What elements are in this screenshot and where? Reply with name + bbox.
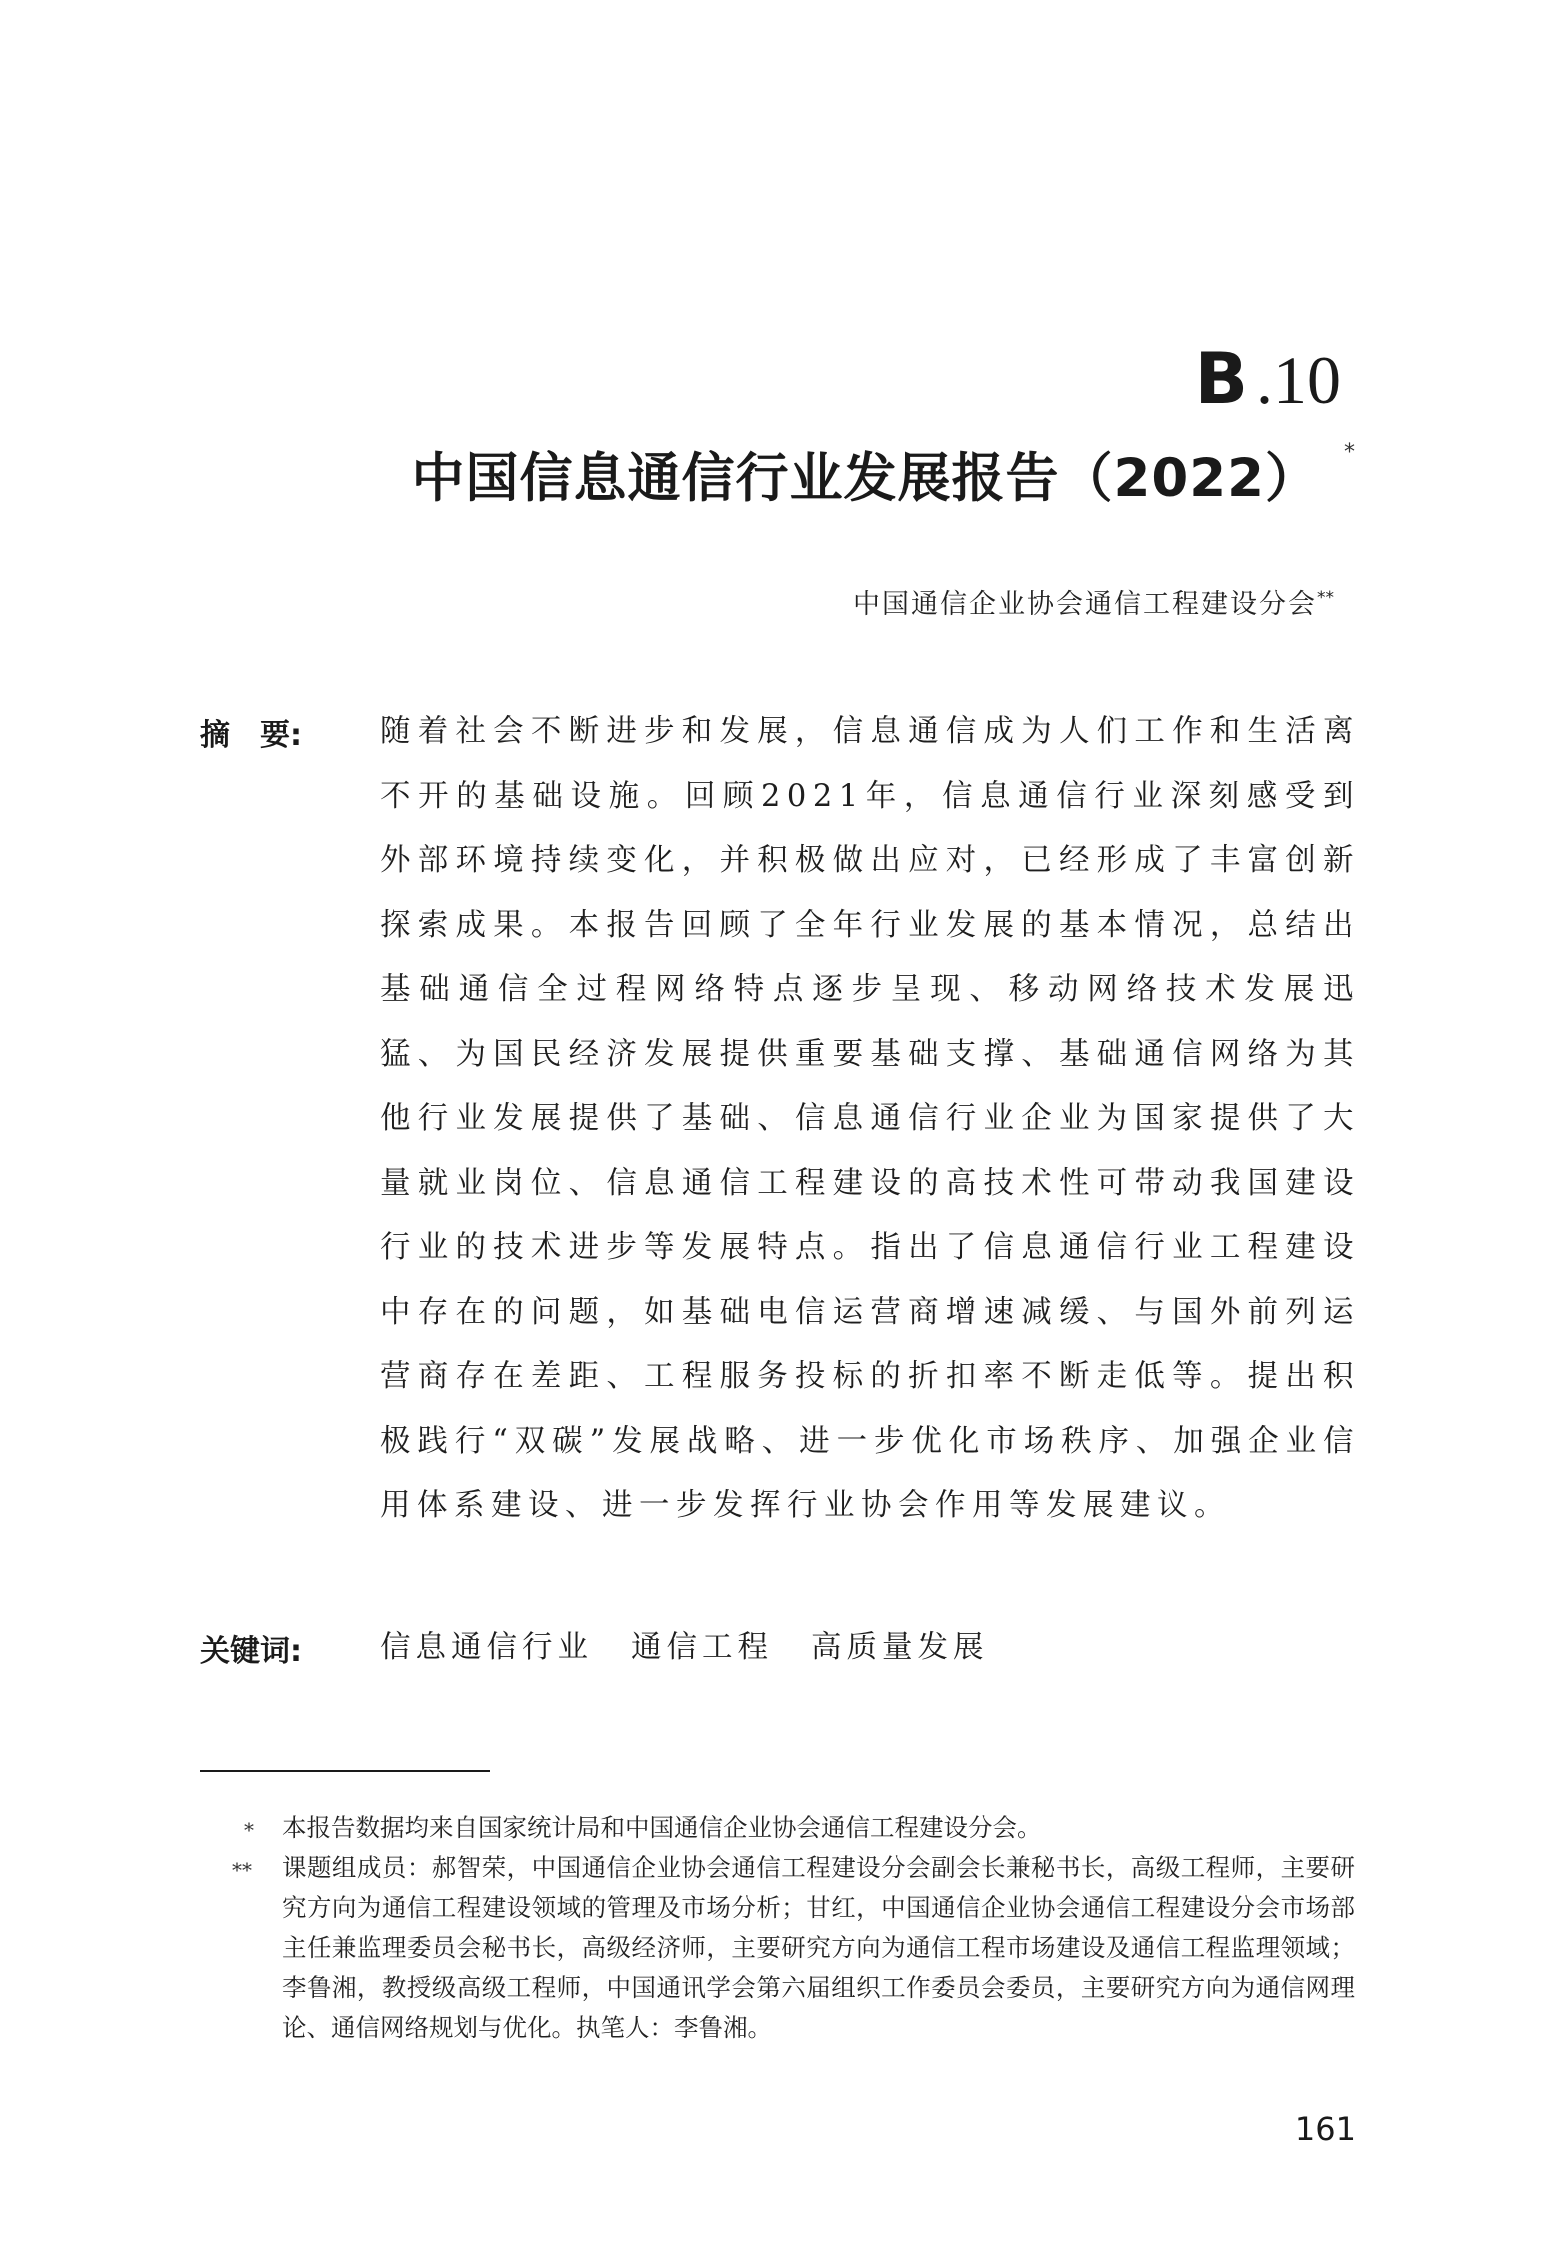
footnote-text: 本报告数据均来自国家统计局和中国通信企业协会通信工程建设分会。 — [282, 1813, 1042, 1842]
keywords-list — [380, 1622, 989, 1666]
footnote-text: 课题组成员：郝智荣，中国通信企业协会通信工程建设分会副会长兼秘书长，高级工程师，主要研究方向为通信工程建设领域的管理及市场分析；甘红，中国通信企业协会通信工程建设分会市场部主任兼监理委员会秘书长，高级经济师，主要研究方向为通信工程市场建设及通信工程监理领域；李鲁湘，教授级高级工程师，中国通讯学会第六届组织工作委员会委员，主要研究方向为通信网理论、通信网络规划与优化。执笔人：李鲁湘。 — [282, 1853, 1355, 2042]
title-footnote-mark: * — [1344, 440, 1355, 465]
chapter-number — [1195, 338, 1341, 418]
keyword-item: 高质量发展 — [811, 1630, 989, 1665]
page-title: 中国信息通信行业发展报告（2022） — [411, 448, 1319, 509]
abstract-label: 摘 要: — [200, 718, 302, 753]
footnote-marker: * — [244, 1818, 254, 1842]
keyword-item: 信息通信行业 — [380, 1630, 593, 1665]
abstract-body: 随着社会不断进步和发展，信息通信成为人们工作和生活离不开的基础设施。回顾2021年，信息通信行业深刻感受到外部环境持续变化，并积极做出应对，已经形成了丰富创新探索成果。本报告回顾了全年行业发展的基本情况，总结出基础通信全过程网络特点逐步呈现、移动网络技术发展迅猛、为国民经济发展提供重要基础支撑、基础通信网络为其他行业发展提供了基础、信息通信行业企业为国家提供了大量就业岗位、信息通信工程建设的高技术性可带动我国建设行业的技术进步等发展特点。指出了信息通信行业工程建设中存在的问题，如基础电信运营商增速减缓、与国外前列运营商存在差距、工程服务投标的折扣率不断走低等。提出积极践行“双碳”发展战略、进一步优化市场秩序、加强企业信用体系建设、进一步发挥行业协会作用等发展建议。 — [380, 714, 1360, 1523]
chapter-letter: B — [1194, 338, 1250, 420]
footnote-marker: ** — [232, 1858, 252, 1882]
author-name: 中国通信企业协会通信工程建设分会 — [853, 589, 1317, 620]
page-number: 161 — [1294, 2110, 1356, 2148]
keywords-label: 关键词: — [200, 1634, 302, 1669]
chapter-digits: .10 — [1256, 342, 1341, 418]
footnote-divider — [200, 1770, 490, 1772]
keyword-item: 通信工程 — [631, 1630, 773, 1665]
author-line — [853, 582, 1334, 621]
author-footnote-mark: ** — [1317, 588, 1334, 608]
